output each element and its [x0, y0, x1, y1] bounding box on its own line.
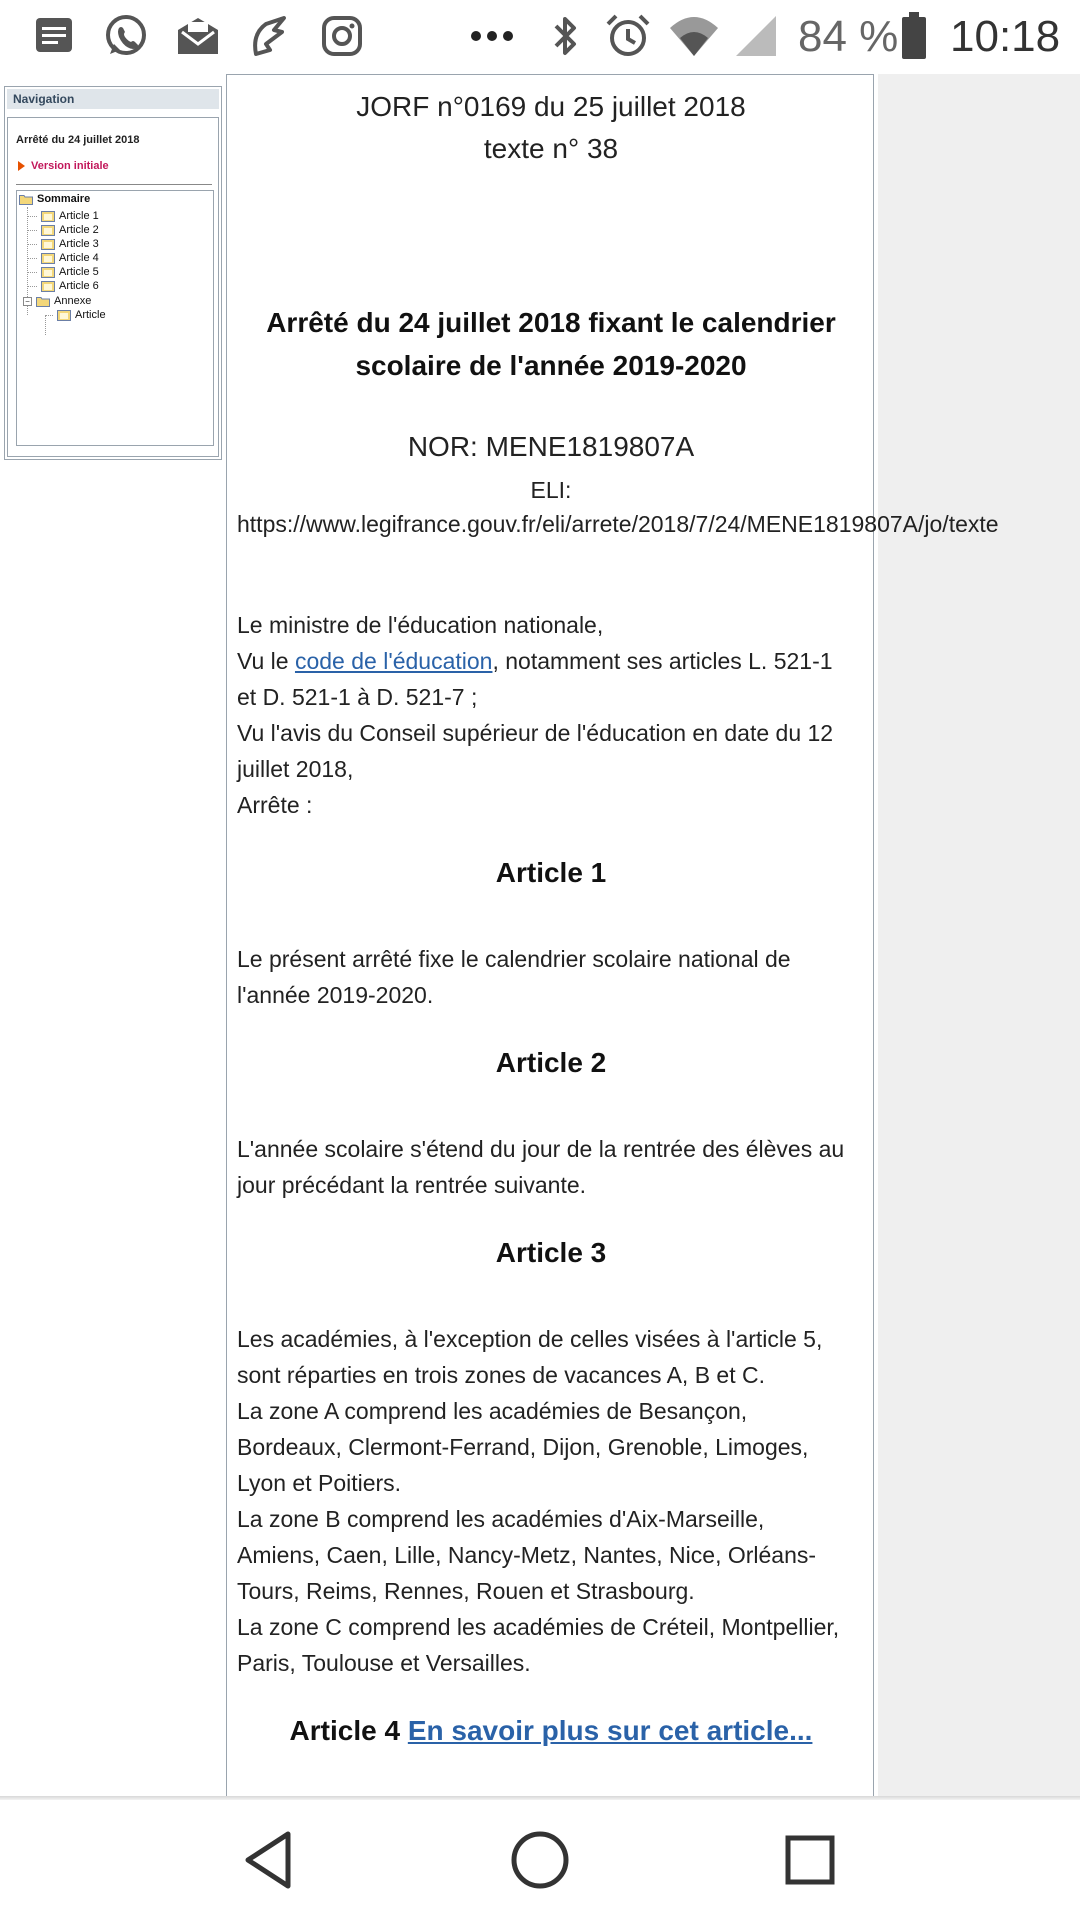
article-line: sont réparties en trois zones de vacances A, B et C.: [237, 1362, 766, 1388]
article-line: La zone B comprend les académies d'Aix-Marseille,: [237, 1506, 765, 1532]
home-circle-icon: [508, 1828, 572, 1892]
page-icon: [57, 310, 71, 321]
tree-connector: [27, 230, 37, 231]
article-1-body: [237, 941, 863, 1013]
preamble-line: et D. 521-1 à D. 521-7 ;: [237, 684, 478, 710]
tree-item-article-2[interactable]: [27, 224, 99, 236]
article-line: Les académies, à l'exception de celles visées à l'article 5,: [237, 1326, 823, 1352]
battery-icon: [898, 10, 930, 62]
tree-item-article-5[interactable]: [27, 266, 99, 278]
battery-percent: 84 %: [798, 12, 899, 61]
preamble-line: juillet 2018,: [237, 756, 354, 782]
more-dots-icon: [466, 10, 518, 62]
tree-item-article-3[interactable]: [27, 238, 99, 250]
signal-icon: [730, 10, 782, 62]
document-frame: [226, 74, 999, 1798]
code-education-link[interactable]: code de l'éducation: [294, 648, 493, 674]
recents-button[interactable]: [778, 1828, 842, 1892]
nor-reference: NOR: MENE1819807A: [407, 431, 695, 462]
folder-open-icon: [36, 296, 50, 307]
texte-number: texte n° 38: [483, 133, 619, 164]
divider: [16, 184, 212, 185]
en-savoir-plus-link[interactable]: En savoir plus sur cet article...: [407, 1715, 813, 1746]
tree-connector: [45, 315, 53, 316]
tree-connector: [27, 216, 37, 217]
preamble-line: Le ministre de l'éducation nationale,: [237, 612, 604, 638]
text-fragment: Vu le: [237, 648, 295, 674]
tree-item-label: Article 1: [59, 210, 99, 222]
tree-connector: [27, 286, 37, 287]
back-triangle-icon: [238, 1828, 302, 1892]
article-2-heading: Article 2: [495, 1047, 607, 1078]
eli-url: https://www.legifrance.gouv.fr/eli/arrete/2018/7/24/MENE1819807A/jo/texte: [237, 511, 999, 537]
article-line: La zone A comprend les académies de Besançon,: [237, 1398, 748, 1424]
tree-root-sommaire[interactable]: [19, 193, 90, 205]
article-line: Paris, Toulouse et Versailles.: [237, 1650, 531, 1676]
tree-item-annexe[interactable]: [23, 295, 91, 307]
version-initiale-link[interactable]: [18, 160, 109, 172]
navigation-box: [7, 117, 219, 457]
preamble-line: [237, 643, 863, 679]
tree-item-label: Article 4: [59, 252, 99, 264]
sommaire-tree: [16, 190, 214, 446]
app-icon: [244, 10, 296, 62]
article-line: L'année scolaire s'étend du jour de la rentrée des élèves au: [237, 1136, 845, 1162]
tree-item-label: Annexe: [54, 295, 92, 307]
tree-item-label: Article 3: [59, 238, 99, 250]
tree-item-annexe-article[interactable]: [45, 309, 106, 321]
mail-icon: [172, 10, 224, 62]
page-gutter: [878, 74, 1080, 1798]
navigation-title: Navigation: [7, 89, 219, 109]
preamble: [237, 607, 863, 823]
tree-item-article-1[interactable]: [27, 210, 99, 222]
clock: 10:18: [950, 12, 1061, 61]
document-title: [227, 301, 875, 387]
tree-connector: [27, 244, 37, 245]
article-2-body: [237, 1131, 863, 1203]
article-line: Le présent arrêté fixe le calendrier scolaire national de: [237, 946, 791, 972]
article-4-label: Article 4: [289, 1715, 401, 1746]
collapse-toggle-icon[interactable]: −: [23, 297, 32, 306]
preamble-line: Arrête :: [237, 792, 313, 818]
tree-item-label: Article 5: [59, 266, 99, 278]
tree-item-label: Article: [75, 309, 106, 321]
text-fragment: , notamment ses articles L. 521-1: [492, 648, 833, 674]
article-3-body: [237, 1321, 863, 1681]
article-line: jour précédant la rentrée suivante.: [237, 1172, 587, 1198]
recents-square-icon: [778, 1828, 842, 1892]
instagram-icon: [316, 10, 368, 62]
article-line: l'année 2019-2020.: [237, 982, 434, 1008]
status-bar: [0, 0, 1080, 72]
article-line: Lyon et Poitiers.: [237, 1470, 402, 1496]
tree-connector: [27, 272, 37, 273]
preamble-line: Vu l'avis du Conseil supérieur de l'éducation en date du 12: [237, 720, 834, 746]
home-button[interactable]: [508, 1828, 572, 1892]
arrow-right-icon: [18, 161, 25, 171]
page-icon: [41, 253, 55, 264]
jorf-reference: JORF n°0169 du 25 juillet 2018: [356, 91, 746, 122]
eli-label: ELI:: [530, 477, 572, 503]
page-icon: [41, 211, 55, 222]
tree-item-article-6[interactable]: [27, 280, 99, 292]
page-icon: [41, 225, 55, 236]
tree-item-article-4[interactable]: [27, 252, 99, 264]
folder-open-icon: [19, 194, 33, 205]
article-line: Tours, Reims, Rennes, Rouen et Strasbourg.: [237, 1578, 695, 1604]
navigation-panel: [4, 86, 222, 460]
version-label: Version initiale: [31, 160, 109, 172]
tree-root-label: Sommaire: [37, 193, 91, 205]
back-button[interactable]: [238, 1828, 302, 1892]
article-3-heading: Article 3: [495, 1237, 607, 1268]
web-page: [0, 72, 1080, 1798]
article-4-heading: [227, 1715, 875, 1747]
page-icon: [41, 239, 55, 250]
title-line: scolaire de l'année 2019-2020: [355, 350, 747, 381]
notes-icon: [28, 10, 80, 62]
article-line: Amiens, Caen, Lille, Nancy-Metz, Nantes, Nice, Orléans-: [237, 1542, 817, 1568]
article-line: Bordeaux, Clermont-Ferrand, Dijon, Grenoble, Limoges,: [237, 1434, 809, 1460]
whatsapp-icon: [100, 10, 152, 62]
tree-item-label: Article 2: [59, 224, 99, 236]
article-1-heading: Article 1: [495, 857, 607, 888]
android-nav-bar: [0, 1800, 1080, 1920]
bluetooth-icon: [540, 10, 592, 62]
title-line: Arrêté du 24 juillet 2018 fixant le calendrier: [266, 307, 836, 338]
tree-item-label: Article 6: [59, 280, 99, 292]
alarm-icon: [602, 10, 654, 62]
nav-doc-title[interactable]: Arrêté du 24 juillet 2018: [16, 134, 140, 146]
wifi-icon: [668, 10, 720, 62]
page-icon: [41, 281, 55, 292]
page-icon: [41, 267, 55, 278]
article-line: La zone C comprend les académies de Créteil, Montpellier,: [237, 1614, 840, 1640]
tree-connector: [27, 258, 37, 259]
